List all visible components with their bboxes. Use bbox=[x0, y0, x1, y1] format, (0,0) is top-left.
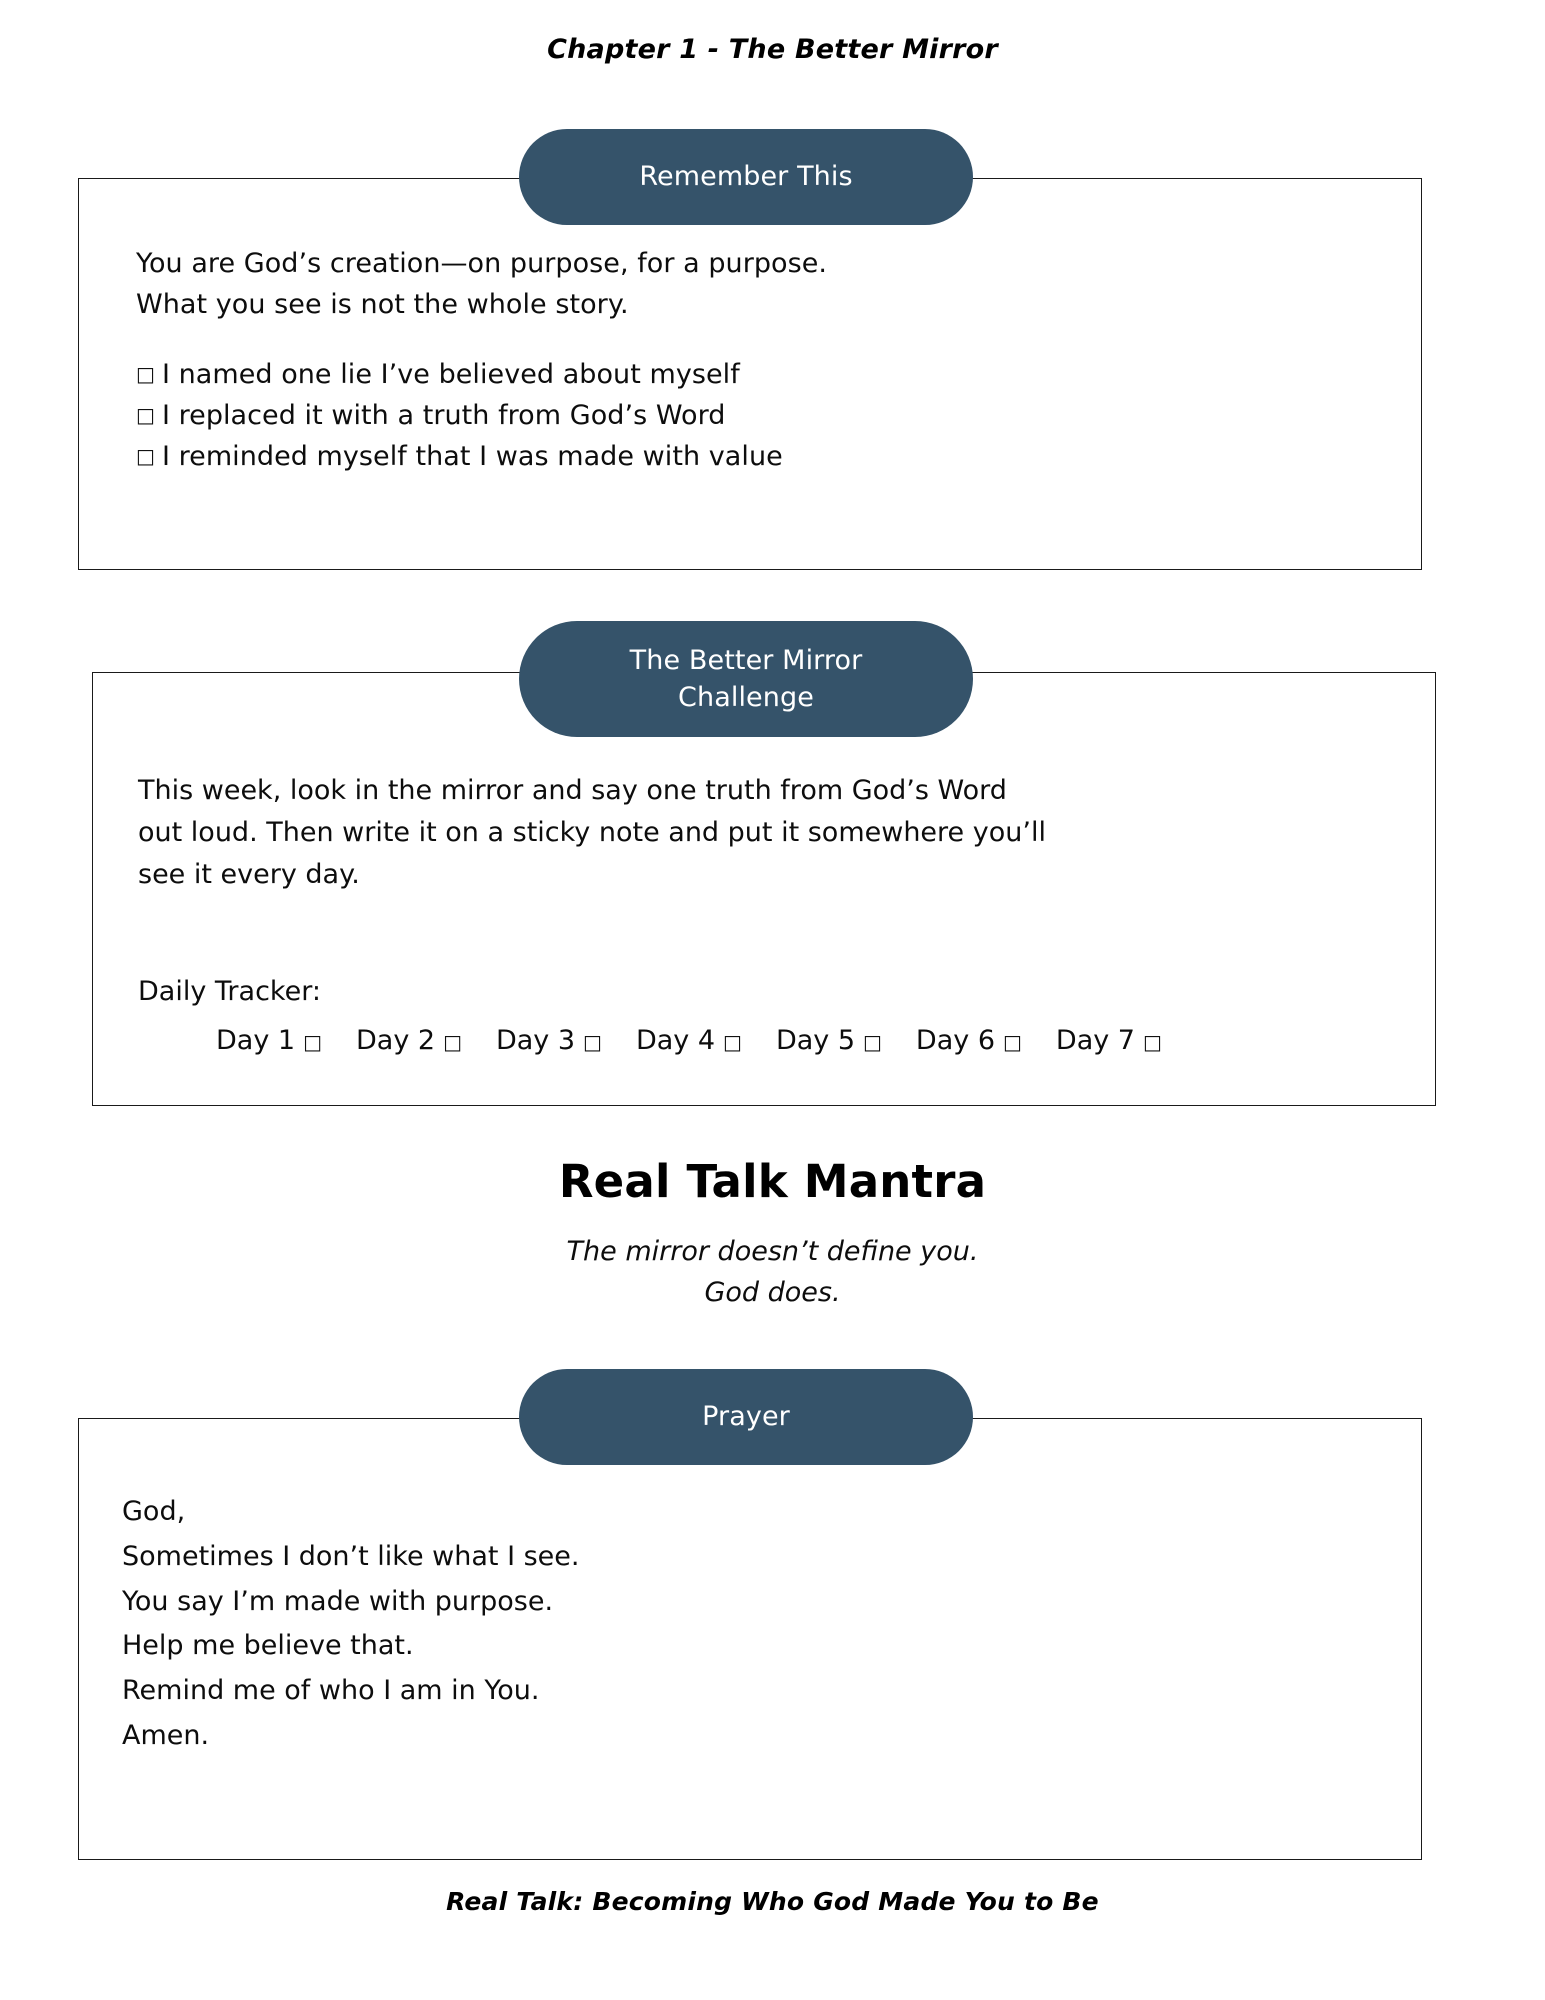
challenge-badge bbox=[519, 621, 973, 737]
checklist-item-label: I named one lie I’ve believed about myself bbox=[161, 359, 740, 391]
prayer-line-5: Remind me of who I am in You. bbox=[122, 1675, 540, 1707]
prayer-line-3: You say I’m made with purpose. bbox=[122, 1585, 554, 1617]
remember-this-body bbox=[136, 243, 1296, 477]
prayer-line-4: Help me believe that. bbox=[122, 1630, 414, 1662]
checkbox-icon[interactable]: □ bbox=[583, 1030, 602, 1054]
checkbox-icon[interactable]: □ bbox=[1003, 1030, 1022, 1054]
checkbox-icon[interactable]: □ bbox=[443, 1030, 462, 1054]
checkbox-icon[interactable]: □ bbox=[136, 362, 155, 387]
tracker-day-7[interactable] bbox=[1056, 1021, 1162, 1062]
remember-this-badge bbox=[519, 129, 973, 225]
tracker-day-4[interactable] bbox=[636, 1021, 742, 1062]
mantra-heading: Real Talk Mantra bbox=[558, 1155, 987, 1208]
page-footer: Real Talk: Becoming Who God Made You to Be bbox=[446, 1887, 1099, 1916]
checkbox-icon[interactable]: □ bbox=[136, 444, 155, 469]
checklist-item[interactable] bbox=[136, 436, 1296, 477]
tracker-day-2-label: Day 2 bbox=[355, 1025, 436, 1056]
prayer-badge bbox=[519, 1369, 973, 1465]
page-title: Chapter 1 - The Better Mirror bbox=[547, 34, 998, 65]
remember-intro-line-2: What you see is not the whole story. bbox=[136, 289, 629, 321]
checklist-item[interactable] bbox=[136, 395, 1296, 436]
checklist-item-label: I replaced it with a truth from God’s Word bbox=[161, 400, 726, 432]
remember-this-badge-label: Remember This bbox=[639, 161, 853, 193]
prayer-line-6: Amen. bbox=[122, 1720, 210, 1752]
tracker-day-1-label: Day 1 bbox=[216, 1025, 296, 1056]
prayer-line-2: Sometimes I don’t like what I see. bbox=[122, 1540, 580, 1572]
tracker-day-5[interactable] bbox=[776, 1021, 882, 1062]
paragraph-spacer bbox=[136, 325, 1296, 354]
tracker-day-1[interactable] bbox=[216, 1021, 322, 1062]
daily-tracker-label: Daily Tracker: bbox=[138, 976, 321, 1007]
challenge-paragraph: This week, look in the mirror and say one truth from God’s Word out loud. Then write it on a sticky note and put it somewhere you’ll see it every day. bbox=[138, 775, 1046, 891]
challenge-badge-label-line-2: Challenge bbox=[678, 682, 814, 713]
daily-tracker-row bbox=[216, 1021, 1162, 1062]
tracker-day-7-label: Day 7 bbox=[1055, 1025, 1135, 1056]
remember-checklist bbox=[136, 354, 1296, 477]
checklist-item-label: I reminded myself that I was made with value bbox=[161, 441, 783, 473]
tracker-day-2[interactable] bbox=[356, 1021, 462, 1062]
tracker-day-6[interactable] bbox=[916, 1021, 1022, 1062]
checkbox-icon[interactable]: □ bbox=[863, 1030, 882, 1054]
mantra-line-1: The mirror doesn’t define you. bbox=[566, 1236, 979, 1267]
challenge-badge-label-line-1: The Better Mirror bbox=[629, 644, 863, 676]
tracker-day-3[interactable] bbox=[496, 1021, 602, 1062]
prayer-body bbox=[122, 1490, 1302, 1759]
challenge-paragraph-wrap bbox=[138, 770, 1058, 896]
prayer-badge-label: Prayer bbox=[702, 1401, 790, 1433]
tracker-day-3-label: Day 3 bbox=[495, 1025, 576, 1056]
tracker-day-6-label: Day 6 bbox=[915, 1025, 995, 1056]
tracker-day-5-label: Day 5 bbox=[775, 1025, 856, 1056]
remember-intro-line-1: You are God’s creation—on purpose, for a purpose. bbox=[136, 248, 828, 279]
checkbox-icon[interactable]: □ bbox=[1142, 1030, 1162, 1054]
checkbox-icon[interactable]: □ bbox=[723, 1030, 742, 1054]
prayer-line-1: God, bbox=[122, 1496, 186, 1527]
tracker-day-4-label: Day 4 bbox=[635, 1025, 716, 1056]
checklist-item[interactable] bbox=[136, 354, 1296, 395]
checkbox-icon[interactable]: □ bbox=[136, 403, 155, 428]
checkbox-icon[interactable]: □ bbox=[303, 1030, 322, 1054]
mantra-lines bbox=[0, 1232, 1545, 1313]
mantra-line-2: God does. bbox=[704, 1276, 841, 1308]
